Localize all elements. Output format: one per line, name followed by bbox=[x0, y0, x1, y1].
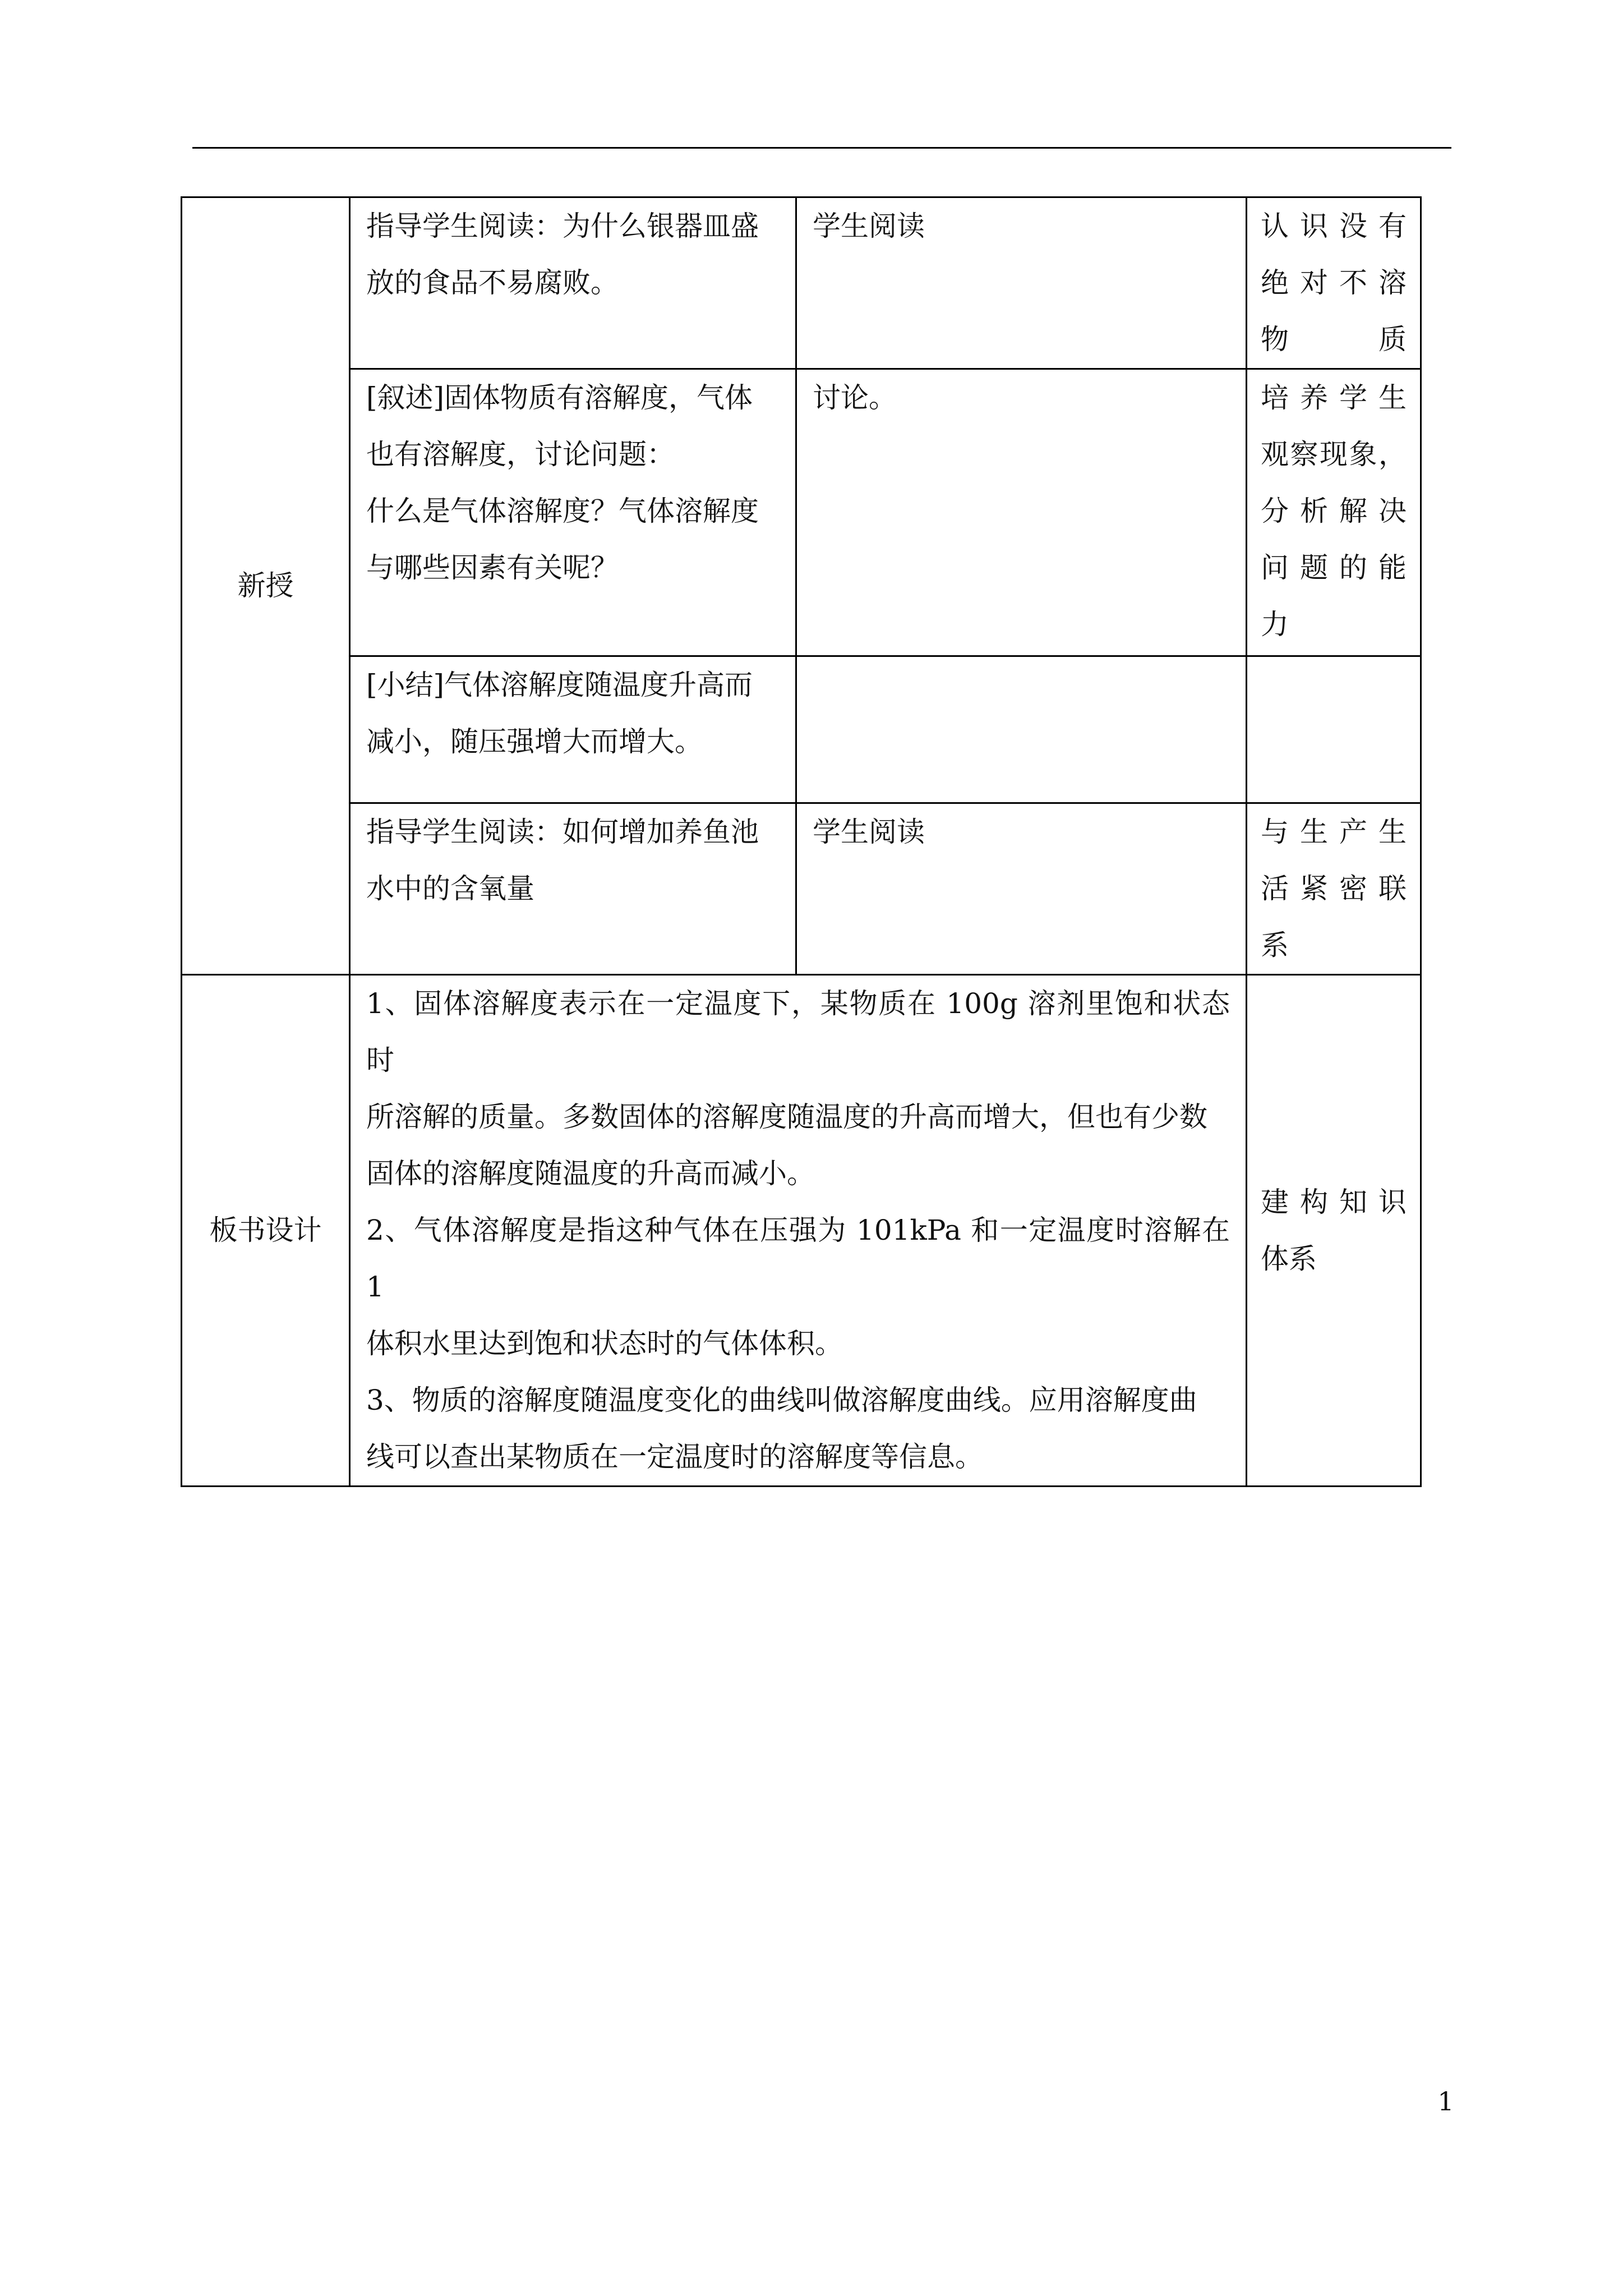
text-line: 力 bbox=[1261, 608, 1289, 641]
student-activity-cell bbox=[796, 656, 1247, 803]
text-line: 系 bbox=[1261, 929, 1289, 961]
table-row bbox=[182, 369, 1421, 656]
section-label-xinshou bbox=[182, 197, 350, 975]
table-row bbox=[182, 975, 1421, 1487]
section-label-text: 板书设计 bbox=[209, 1214, 322, 1246]
text-line: 线可以查出某物质在一定温度时的溶解度等信息。 bbox=[366, 1441, 983, 1473]
text-line: 什么是气体溶解度？气体溶解度 bbox=[366, 495, 759, 527]
table-row bbox=[182, 803, 1421, 975]
teacher-activity-cell bbox=[350, 656, 796, 803]
text-line: 3、物质的溶解度随温度变化的曲线叫做溶解度曲线。应用溶解度曲 bbox=[366, 1384, 1197, 1416]
text-line: 绝对不溶 bbox=[1261, 266, 1407, 299]
text-line: 体积水里达到饱和状态时的气体体积。 bbox=[366, 1327, 843, 1360]
text-line: 减小，随压强增大而增大。 bbox=[366, 725, 703, 758]
text-line: 建构知识 bbox=[1261, 1185, 1407, 1218]
page-number: 1 bbox=[1437, 2086, 1454, 2116]
text-line: 指导学生阅读：为什么银器皿盛 bbox=[366, 210, 759, 242]
text-line: 所溶解的质量。多数固体的溶解度随温度的升高而增大，但也有少数 bbox=[366, 1101, 1207, 1133]
header-rule bbox=[192, 147, 1451, 149]
text-line: 指导学生阅读：如何增加养鱼池 bbox=[366, 816, 759, 848]
text-line: [小结]气体溶解度随温度升高而 bbox=[366, 669, 753, 701]
table-row bbox=[182, 197, 1421, 369]
text-line: 培养学生 bbox=[1261, 381, 1407, 414]
text-line: 观察现象， bbox=[1261, 438, 1407, 471]
student-activity-cell bbox=[796, 197, 1247, 369]
design-intent-cell bbox=[1247, 975, 1421, 1487]
text-line: 1、固体溶解度表示在一定温度下，某物质在 100g 溶剂里饱和状态时 bbox=[366, 987, 1230, 1076]
text-line: 2、气体溶解度是指这种气体在压强为 101kPa 和一定温度时溶解在 1 bbox=[366, 1214, 1230, 1303]
table-row bbox=[182, 656, 1421, 803]
text-line: 物质 bbox=[1261, 323, 1407, 356]
design-intent-cell bbox=[1247, 369, 1421, 656]
text-line: 认识没有 bbox=[1261, 210, 1407, 242]
text-line: 水中的含氧量 bbox=[366, 872, 534, 905]
design-intent-cell bbox=[1247, 803, 1421, 975]
text-line: 与生产生 bbox=[1261, 816, 1407, 848]
text-line: 也有溶解度，讨论问题： bbox=[366, 438, 675, 471]
student-activity-cell bbox=[796, 369, 1247, 656]
text-line: 问题的能 bbox=[1261, 551, 1407, 584]
teacher-activity-cell bbox=[350, 197, 796, 369]
section-label-text: 新授 bbox=[237, 569, 294, 602]
text-line: [叙述]固体物质有溶解度，气体 bbox=[366, 381, 753, 414]
lesson-plan-table bbox=[181, 196, 1422, 1487]
text-line: 学生阅读 bbox=[813, 816, 925, 848]
text-line: 讨论。 bbox=[813, 381, 897, 414]
student-activity-cell bbox=[796, 803, 1247, 975]
text-line: 放的食品不易腐败。 bbox=[366, 266, 619, 299]
text-line: 与哪些因素有关呢？ bbox=[366, 551, 619, 584]
text-line: 固体的溶解度随温度的升高而减小。 bbox=[366, 1157, 815, 1190]
text-line: 体系 bbox=[1261, 1242, 1317, 1275]
text-line: 分析解决 bbox=[1261, 495, 1407, 527]
text-line: 活紧密联 bbox=[1261, 872, 1407, 905]
teacher-activity-cell bbox=[350, 803, 796, 975]
design-intent-cell bbox=[1247, 197, 1421, 369]
board-design-content-cell bbox=[350, 975, 1247, 1487]
teacher-activity-cell bbox=[350, 369, 796, 656]
section-label-banshu bbox=[182, 975, 350, 1487]
text-line: 学生阅读 bbox=[813, 210, 925, 242]
design-intent-cell bbox=[1247, 656, 1421, 803]
